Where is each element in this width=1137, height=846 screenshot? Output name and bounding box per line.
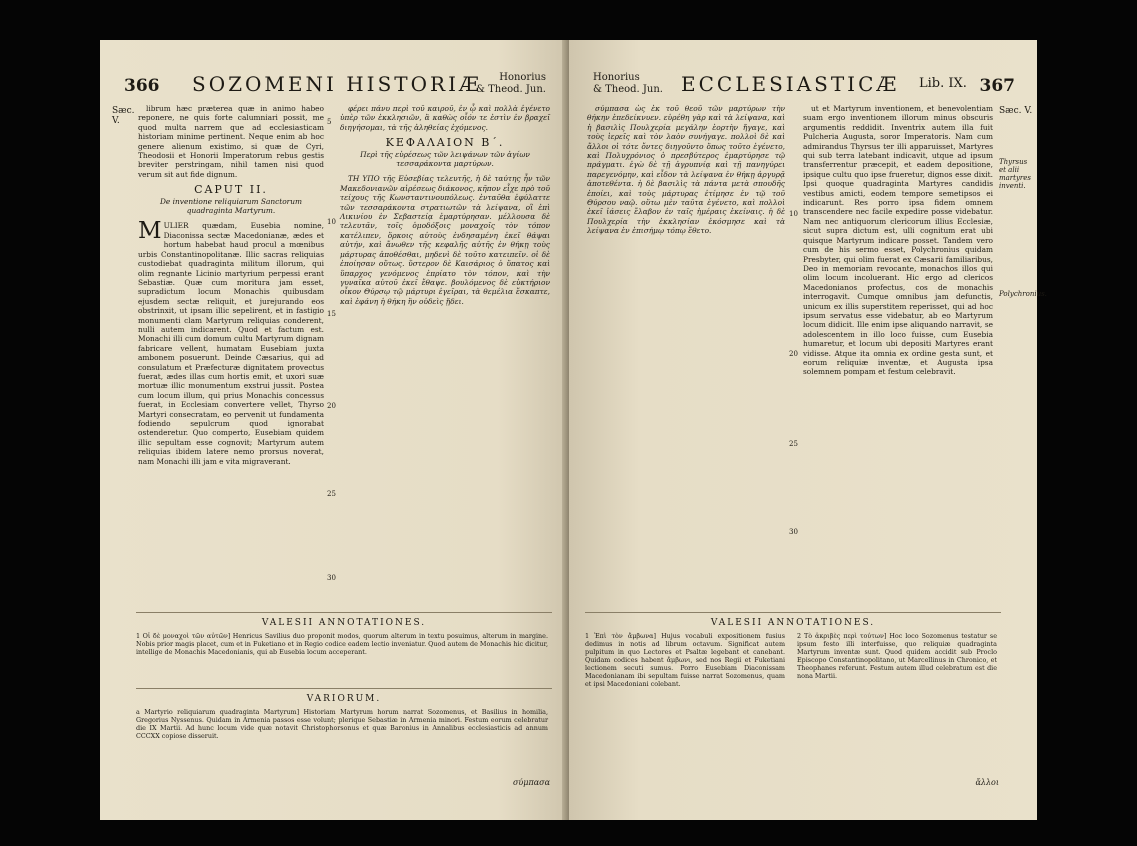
greek-chapter-subtitle: Περὶ τῆς εὑρέσεως τῶν λειψάνων τῶν ἁγίων τεσσαράκοντα μαρτύρων.	[360, 149, 530, 169]
line-number: 10	[327, 218, 336, 226]
right-footnote-rule	[585, 612, 1001, 613]
right-catchword: ἄλλοι	[975, 778, 999, 787]
latin-intro-paragraph: librum hæc præterea quæ in animo habeo reponere, ne quis forte calumniari possit, me quod multa narrem que ad ecclesiasticam historiam minime pertinent. Neque enim ab hoc genere alienum existimo, si quæ de Cyri, Theodosii et Honorii Imperatorum rebus gestis breviter perstringam, nihil tamen nisi quod verum sit aut fide dignum.	[138, 104, 324, 179]
variorum-heading: VARIORUM.	[306, 694, 382, 704]
left-page-number: 366	[124, 76, 160, 96]
left-greek-column	[340, 104, 550, 602]
footnote-rule	[136, 612, 552, 613]
latin-body-paragraph	[138, 218, 324, 466]
greek-body-paragraph: ΤΗ ΥΠΟ τῆς Εὐσεβίας τελευτῆς, ἡ δὲ ταύτης ἦν τῶν Μακεδονιανῶν αἱρέσεως διάκονος, κῆπον εἶχε πρὸ τοῦ τείχους τῆς Κωνσταντινουπόλεως. ἐνταῦθα ἐφύλαττε τῶν τεσσαράκοντα στρατιωτῶν τὰ λείψανα, οἳ ἐπὶ Λικινίου ἐν Σεβαστείᾳ ἐμαρτύρησαν. μέλλουσα δὲ τελευτᾶν, τοῖς ὁμοδόξοις μοναχοῖς τὸν τόπον κατέλιπεν, ὅρκοις αὐτοὺς ἐνδησαμένη ἐκεῖ θάψαι αὐτήν, καὶ ἄνωθεν τῆς κεφαλῆς αὐτῆς ἐν θήκῃ τοὺς μάρτυρας ἀποθέσθαι, μηδενὶ δὲ τοῦτο κατειπεῖν. οἱ δὲ ἐποίησαν οὕτως. ὕστερον δὲ Καισάριος ὁ ὕπατος καὶ ὕπαρχος γενόμενος ἐπρίατο τὸν τόπον, καὶ τὴν γυναῖκα αὐτοῦ ἐκεῖ ἔθαψε. βουλόμενος δὲ εὐκτήριον οἶκον Θύρσῳ τῷ μάρτυρι ἐγεῖραι, τὰ θεμέλια ἔσκαπτε, καὶ ἐφάνη ἡ θήκη ἣν οὐδεὶς ᾔδει.	[340, 174, 550, 306]
right-running-sub-1: Honorius	[593, 72, 640, 83]
right-annotations-right: 2 Τὸ ἀκριβὲς περὶ τούτων] Hoc loco Sozomenus testatur se ipsum festo illi interfuisse, quo reliquiæ quadraginta Martyrum inventæ sunt. Quod quidem accidit sub Proclo Episcopo Constantinopolitano, ut Marcellinus in Chronico, et Theophanes referunt. Festum autem illud celebratum est die nona Martii.	[797, 632, 997, 680]
chapter-title: CAPUT II.	[194, 183, 268, 197]
left-running-sub-1: Honorius	[499, 72, 546, 83]
right-margin-note-polychronius: Polychronius.	[999, 290, 1047, 298]
right-latin-column	[803, 104, 993, 602]
line-number: 25	[789, 440, 798, 448]
line-number: 15	[327, 310, 336, 318]
greek-intro-paragraph: φέρει πάνυ περὶ τοῦ καιροῦ, ἐν ᾧ καὶ πολλὰ ἐγένετο ὑπὲρ τῶν ἐκκλησιῶν, ἃ καθὼς οἷόν τε ἐστὶν ἐν βραχεῖ διηγήσομαι, τὰ τῆς ἀληθείας ἐχόμενος.	[340, 104, 550, 132]
left-running-head	[114, 68, 554, 102]
left-annotations-heading: VALESII ANNOTATIONES.	[261, 618, 427, 628]
right-margin-note: Sæc. V.	[999, 106, 1033, 116]
left-margin-note: Sæc. V.	[112, 106, 135, 126]
left-annotations-text: 1 Οἱ δὲ μοναχοὶ τῶν αὐτῶν] Henricus Savilius duo proponit modos, quorum alterum in textu posuimus, alterum in margine. Nobis prior magis placet, cum et in Fuketiano et in Regio codice eadem lectio inveniatur. Quod autem de Monachis hic dicitur, intellige de Monachis Macedonianis, qui ab Eusebia locum acceperant.	[136, 632, 548, 656]
right-annotations-left: 1 Ἐπὶ τὸν ἄμβωνα] Hujus vocabuli expositionem fusius dedimus in notis ad librum octavum. Significat autem pulpitum in quo Lectores et Psaltæ legebant et canebant. Quidam codices habent ἄμβωνι, sed nos Regii et Fuketiani lectionem secuti sumus. Porro Eusebiam Diaconissam Macedonianam ibi sepultam fuisse narrat Sozomenus, quam et ipsi Macedoniani colebant.	[585, 632, 785, 688]
right-running-title: ECCLESIASTICÆ	[681, 72, 900, 96]
right-latin-paragraph: ut et Martyrum inventionem, et benevolentiam suam ergo inventionem illorum minus obscuris argumentis reddidit. Inventrix autem illa fuit Pulcheria Augusta, soror Imperatoris. Nam cum admirandus Thyrsus ter illi apparuisset, Martyres qui sub terra latebant indicavit, utque ad ipsum transferrentur præcepit, et eadem depositione, ipsique cultu quo ipse frueretur, dignos esse dixit. Ipsi quoque quadraginta Martyres candidis vestibus amicti, eodem tempore semetipsos ei indicarunt. Res porro ipsa fidem omnem transcendere nec facile expedire posse videbatur. Nam nec antiquorum clericorum illius Ecclesiæ, sicut supra dictum est, ulli cognitum erat ubi quisque Martyrum indicare posset. Tandem vero cum de his sermo esset, Polychronius quidam Presbyter, qui olim fuerat ex Cæsarii familiaribus, Deo in memoriam revocante, monachos illos qui olim locum incoluerant. Hic ergo ad clericos Macedonianos profectus, cos de monachis interrogavit. Cumque omnibus jam defunctis, unicum ex illis superstitem reperisset, qui ad hoc ipsum servatus esse videbatur, ab eo Martyrum locum didicit. Ille enim ipse aliquando narravit, se adolescentem in illo loco fuisse, cum Eusebia humaretur, et locum ubi depositi Martyres erant vidisse. Atque ita omnia ex ordine gesta sunt, et eorum reliquiæ inventæ, et Augusta ipsa solemnem pompam et festum celebravit.	[803, 104, 993, 377]
left-catchword: σύμπασα	[512, 778, 550, 787]
line-number: 30	[789, 528, 798, 536]
drop-cap-m: M	[138, 218, 162, 245]
right-running-head	[583, 68, 1023, 102]
right-greek-paragraph: σύμπασα ὡς ἐκ τοῦ θεοῦ τῶν μαρτύρων τὴν θήκην ἐπεδείκνυεν. εὑρέθη γὰρ καὶ τὰ λείψανα, καὶ ἡ βασιλὶς Πουλχερία μεγάλην ἑορτὴν ἤγαγε, καὶ τοὺς ἱερεῖς καὶ τὸν λαὸν συνήγαγε. πολλοὶ δὲ καὶ ἄλλοι οἱ τότε ὄντες διηγοῦντο ὅπως τοῦτο ἐγένετο, καὶ Πολυχρόνιος ὁ πρεσβύτερος ἐμαρτύρησε τῷ πράγματι. ἐγὼ δὲ τῇ ἀγρυπνίᾳ καὶ τῇ πανηγύρει παρεγενόμην, καὶ εἶδον τὰ λείψανα ἐν θήκῃ ἀργυρᾷ ἀποτεθέντα. ἡ δὲ βασιλὶς τὰ πάντα μετὰ σπουδῆς ἐποίει, καὶ τοὺς μάρτυρας ἐτίμησε ἐν τῷ τοῦ Θύρσου ναῷ. οὕτω μὲν ταῦτα ἐγένετο, καὶ πολλοὶ ἐκεῖ ἰάσεις ἔλαβον ἐν ταῖς ἡμέραις ἐκείναις. ἡ δὲ Πουλχερία τὴν ἐκκλησίαν ἐκόσμησε καὶ τὰ λείψανα ἐν ἐπισήμῳ τόπῳ ἔθετο.	[587, 104, 785, 236]
left-page	[100, 40, 568, 820]
line-number: 20	[327, 402, 336, 410]
line-number: 10	[789, 210, 798, 218]
variorum-rule	[136, 688, 552, 689]
right-page-number: 367	[979, 76, 1015, 96]
right-running-book: Lib. IX.	[919, 76, 967, 91]
left-running-sub-2: & Theod. Jun.	[476, 84, 546, 95]
line-number: 25	[327, 490, 336, 498]
right-annotations-heading: VALESII ANNOTATIONES.	[710, 618, 876, 628]
right-greek-column	[587, 104, 785, 602]
right-page	[569, 40, 1047, 820]
variorum-text: a Martyrio reliquiarum quadraginta Martyrum] Historiam Martyrum horum narrat Sozomenus, et Basilius in homilia, Gregorius Nyssenus. Quidam in Armenia passos esse volunt; plerique Sebastiæ in Armenia minori. Festum eorum celebratur die IX Martii. Ad hunc locum vide quæ notavit Christophorsonus et quæ Baronius in Annalibus ecclesiasticis ad annum CCCXX copiose disseruit.	[136, 708, 548, 740]
left-running-title: SOZOMENI HISTORIÆ	[192, 72, 482, 96]
line-number: 30	[327, 574, 336, 582]
line-number: 5	[327, 118, 332, 126]
chapter-subtitle: De inventione reliquiarum Sanctorum quadraginta Martyrum.	[160, 196, 302, 216]
left-latin-column	[138, 104, 324, 602]
open-book	[100, 40, 1047, 820]
line-number: 20	[789, 350, 798, 358]
latin-body-text: ULIER quædam, Eusebia nomine, Diaconissa sectæ Macedonianæ, ædes et hortum habebat haud procul a mœnibus urbis Constantinopolitanæ. Illic sacras reliquias custodiebat quadraginta militum illorum, qui olim regnante Licinio martyrium perpessi erant Sebastiæ. Quæ cum moritura jam esset, supradictum locum Monachis quibusdam ejusdem sectæ reliquit, et jurejurando eos obstrinxit, ut ipsam illic sepelirent, et in fastigio monumenti clam Martyrum reliquias conderent, nulli autem indicarent. Quod et factum est. Monachi illi cum domum cultu Martyrum dignam fabricare vellent, humatam Eusebiam juxta ambonem posuerunt. Deinde Cæsarius, qui ad consulatum et Præfecturæ dignitatem provectus fuerat, ædes illas cum hortis emit, et uxori suæ mortuæ illic monumentum exstrui jussit. Postea cum locum illum, qui prius Monachis concessus fuerat, in Ecclesiam convertere vellet, Thyrso Martyri consecratam, eo pervenit ut fundamenta fodiendo sepulcrum quod ignorabat ostenderetur. Quo comperto, Eusebiam quidem illic sepultam esse cognovit; Martyrum autem reliquias ibidem latere nemo prorsus noverat, nam Monachi illi jam e vita migraverant.	[138, 221, 324, 466]
greek-chapter-title: ΚΕΦΑΛΑΙΟΝ Β΄.	[385, 136, 505, 150]
right-running-sub-2: & Theod. Jun.	[593, 84, 663, 95]
right-margin-note-thyrsus: Thyrsus et alii martyres inventi.	[999, 158, 1032, 190]
